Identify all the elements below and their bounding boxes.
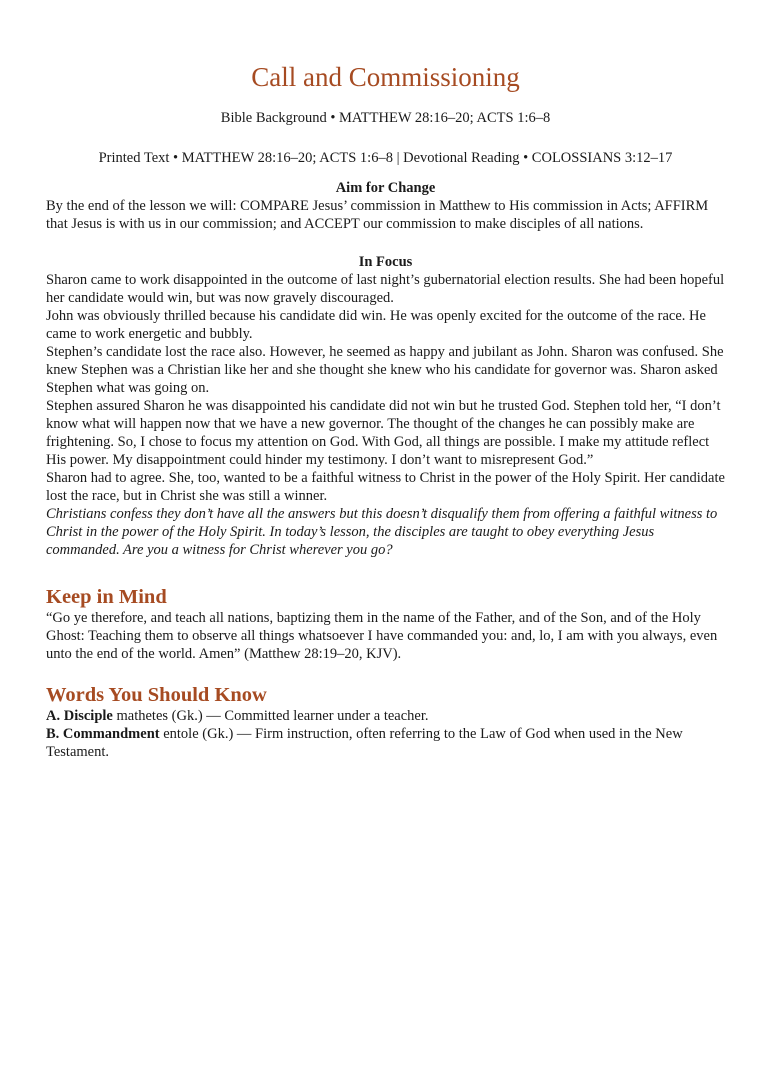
aim-text: By the end of the lesson we will: COMPARE Jesus’ commission in Matthew to His commission in Acts; AFFIRM that Jesus is with us in our commission; and ACCEPT our commission to make disciples of all nations. bbox=[46, 198, 709, 232]
word-definition: mathetes (Gk.) — Committed learner under a teacher. bbox=[112, 708, 429, 724]
word-definition: entole (Gk.) — Firm instruction, often referring to the Law of God when used in the New Testament. bbox=[46, 726, 683, 760]
in-focus-paragraph: John was obviously thrilled because his candidate did win. He was openly excited for the outcome of the race. He came to work energetic and bubbly. bbox=[46, 308, 706, 342]
in-focus-paragraph: Sharon came to work disappointed in the outcome of last night’s gubernatorial election results. She had been hopeful her candidate would win, but was now gravely discouraged. bbox=[46, 272, 725, 306]
in-focus-paragraph: Stephen’s candidate lost the race also. However, he seemed as happy and jubilant as John. Sharon was confused. She knew Stephen was a Christian like her and she thought she knew who his candidate for governor was. Sharon asked Stephen what was going on. bbox=[46, 344, 724, 396]
word-item bbox=[46, 707, 725, 725]
aim-heading: Aim for Change bbox=[335, 180, 436, 196]
keep-in-mind-text: “Go ye therefore, and teach all nations, baptizing them in the name of the Father, and of the Son, and of the Holy Ghost: Teaching them to observe all things whatsoever I have commanded you: and, lo, I am with you always, even unto the end of the world. Amen” (Matthew 28:19–20, KJV). bbox=[46, 610, 718, 662]
word-item bbox=[46, 725, 725, 761]
document-page bbox=[0, 62, 770, 1086]
in-focus-heading: In Focus bbox=[358, 254, 413, 270]
page-title: Call and Commissioning bbox=[251, 62, 520, 92]
in-focus-summary: Christians confess they don’t have all the answers but this doesn’t disqualify them from offering a faithful witness to Christ in the power of the Holy Spirit. In today’s lesson, the disciples are taught to obey everything Jesus commanded. Are you a witness for Christ wherever you go? bbox=[46, 506, 718, 558]
word-term: B. Commandment bbox=[46, 726, 160, 742]
word-term: A. Disciple bbox=[46, 708, 113, 724]
in-focus-paragraph: Stephen assured Sharon he was disappointed his candidate did not win but he trusted God. Stephen told her, “I don’t know what will happen now that we have a new governor. The thought of the changes he can possibly make are frightening. So, I chose to focus my attention on God. With God, all things are possible. I make my attitude reflect His power. My disappointment could hinder my testimony. I don’t want to misrepresent God.” bbox=[46, 398, 721, 468]
keep-in-mind-heading: Keep in Mind bbox=[46, 586, 167, 608]
printed-text-line: Printed Text • MATTHEW 28:16–20; ACTS 1:6–8 | Devotional Reading • COLOSSIANS 3:12–17 bbox=[98, 150, 673, 166]
bible-background: Bible Background • MATTHEW 28:16–20; ACTS 1:6–8 bbox=[220, 110, 551, 126]
in-focus-paragraph: Sharon had to agree. She, too, wanted to be a faithful witness to Christ in the power of the Holy Spirit. Her candidate lost the race, but in Christ she was still a winner. bbox=[46, 470, 725, 504]
words-heading: Words You Should Know bbox=[46, 684, 267, 706]
